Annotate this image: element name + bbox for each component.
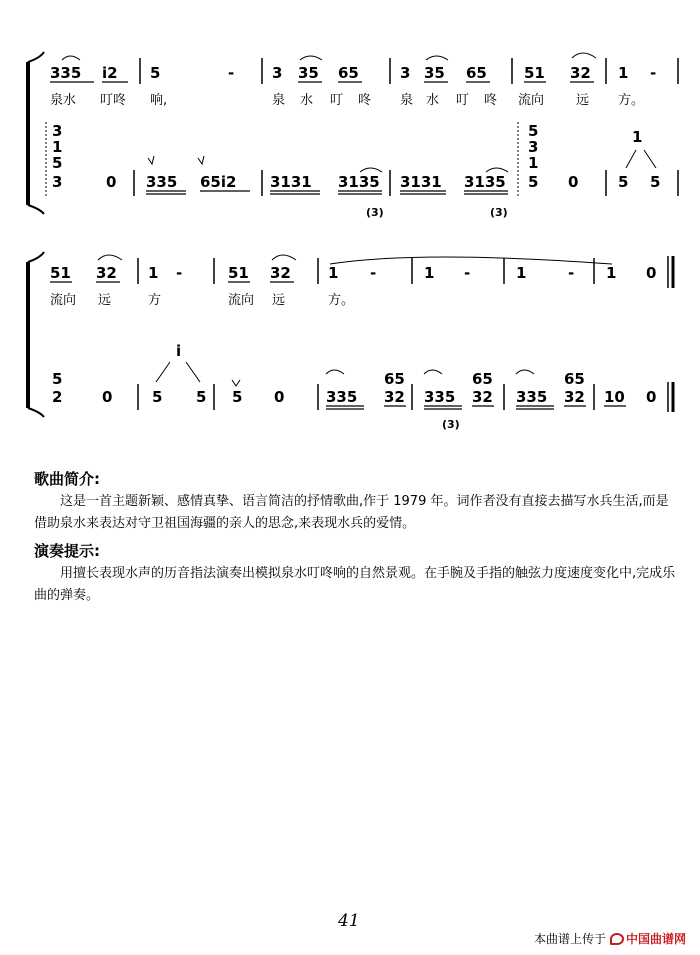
lyric: 咚 bbox=[358, 93, 372, 108]
lyric: 水 bbox=[426, 93, 440, 108]
chord-note: 5 bbox=[52, 370, 63, 388]
note: 32 bbox=[564, 388, 585, 406]
performance-tips-section bbox=[34, 540, 680, 607]
lyric: 叮 bbox=[456, 93, 470, 108]
chord-note: 2 bbox=[52, 388, 63, 406]
note: 335 bbox=[146, 173, 178, 191]
note: 35 bbox=[298, 64, 319, 82]
note: 3 bbox=[272, 64, 283, 82]
logo-icon bbox=[610, 933, 624, 945]
note: 1 bbox=[606, 264, 617, 282]
note: 3 bbox=[400, 64, 411, 82]
note: i2 bbox=[102, 64, 118, 82]
note: i bbox=[176, 342, 182, 360]
note: - bbox=[568, 264, 575, 282]
footer-text: 本曲谱上传于 bbox=[533, 932, 606, 946]
note: 10 bbox=[604, 388, 625, 406]
score-notation bbox=[0, 0, 700, 450]
chord-note: 3 bbox=[52, 173, 63, 191]
note: 3131 bbox=[400, 173, 442, 191]
note: 0 bbox=[106, 173, 117, 191]
triplet-mark: (3) bbox=[490, 206, 508, 219]
note: 3135 bbox=[338, 173, 380, 191]
lyric: 叮咚 bbox=[100, 93, 127, 108]
lyric: 远 bbox=[272, 293, 286, 308]
footer-credit bbox=[534, 930, 686, 947]
note: 65 bbox=[472, 370, 493, 388]
system2-lyrics bbox=[50, 292, 354, 308]
note: 0 bbox=[646, 264, 657, 282]
system1-bracket bbox=[28, 52, 46, 214]
lyric: 方。 bbox=[328, 293, 355, 308]
logo-text: 中国曲谱网 bbox=[625, 932, 686, 946]
note: - bbox=[176, 264, 183, 282]
song-intro-title: 歌曲简介: bbox=[34, 470, 100, 488]
note: - bbox=[370, 264, 377, 282]
note: 1 bbox=[424, 264, 435, 282]
performance-tips-body: 用擅长表现水声的历音指法演奏出模拟泉水叮咚响的自然景观。在手腕及手指的触弦力度速度变化中,完成乐曲的弹奏。 bbox=[34, 566, 676, 603]
note: 335 bbox=[516, 388, 548, 406]
note: 335 bbox=[50, 64, 82, 82]
page-number: 41 bbox=[338, 911, 360, 931]
note: - bbox=[464, 264, 471, 282]
note: 335 bbox=[326, 388, 358, 406]
system2-bracket bbox=[28, 252, 44, 417]
note: 65 bbox=[384, 370, 405, 388]
note: 32 bbox=[270, 264, 291, 282]
lyric: 远 bbox=[576, 93, 590, 108]
performance-tips-title: 演奏提示: bbox=[34, 542, 100, 560]
note: 1 bbox=[516, 264, 527, 282]
note: - bbox=[650, 64, 657, 82]
note: 1 bbox=[618, 64, 629, 82]
note: 5 bbox=[196, 388, 207, 406]
note: - bbox=[228, 64, 235, 82]
note: 3131 bbox=[270, 173, 312, 191]
lyric: 水 bbox=[300, 93, 314, 108]
song-intro-body: 这是一首主题新颖、感情真挚、语言简洁的抒情歌曲,作于 1979 年。词作者没有直接去描写水兵生活,而是借助泉水来表达对守卫祖国海疆的亲人的思念,来表现水兵的爱情。 bbox=[34, 494, 669, 531]
system1-lyrics bbox=[50, 92, 644, 108]
lyric: 方。 bbox=[618, 93, 645, 108]
note: 0 bbox=[646, 388, 657, 406]
note: 0 bbox=[274, 388, 285, 406]
system1-melody bbox=[50, 64, 656, 82]
note: 0 bbox=[568, 173, 579, 191]
chord-note: 5 bbox=[528, 173, 539, 191]
note: 51 bbox=[228, 264, 249, 282]
note: 65i2 bbox=[200, 173, 237, 191]
note: 5 bbox=[152, 388, 163, 406]
note: 1 bbox=[328, 264, 339, 282]
system2-melody bbox=[50, 264, 656, 282]
lyric: 流向 bbox=[50, 293, 77, 308]
triplet-mark: (3) bbox=[442, 418, 460, 431]
note: 32 bbox=[472, 388, 493, 406]
lyric: 叮 bbox=[330, 93, 344, 108]
lyric: 方 bbox=[148, 293, 162, 308]
lyric: 远 bbox=[98, 293, 112, 308]
lyric: 咚 bbox=[484, 93, 498, 108]
lyric: 泉 bbox=[400, 93, 414, 108]
triplet-mark: (3) bbox=[366, 206, 384, 219]
lyric: 流向 bbox=[518, 93, 545, 108]
note: 51 bbox=[524, 64, 545, 82]
system2-melody-marks bbox=[50, 255, 673, 288]
note: 5 bbox=[232, 388, 243, 406]
lyric: 泉 bbox=[272, 93, 286, 108]
lyric: 泉水 bbox=[50, 93, 77, 108]
system2-accomp bbox=[52, 342, 656, 431]
note: 1 bbox=[632, 128, 643, 146]
site-logo[interactable] bbox=[610, 930, 686, 947]
system1-accomp bbox=[52, 122, 660, 219]
note: 5 bbox=[650, 173, 661, 191]
chord-note: 3 bbox=[52, 122, 63, 140]
note: 35 bbox=[424, 64, 445, 82]
chord-note: 3 bbox=[528, 138, 539, 156]
note: 1 bbox=[148, 264, 159, 282]
note: 65 bbox=[564, 370, 585, 388]
song-intro-section bbox=[34, 468, 680, 535]
note: 5 bbox=[150, 64, 161, 82]
chord-note: 1 bbox=[52, 138, 63, 156]
chord-note: 5 bbox=[528, 122, 539, 140]
note: 0 bbox=[102, 388, 113, 406]
note: 51 bbox=[50, 264, 71, 282]
note: 65 bbox=[338, 64, 359, 82]
note: 335 bbox=[424, 388, 456, 406]
lyric: 响, bbox=[150, 93, 168, 108]
note: 65 bbox=[466, 64, 487, 82]
chord-note: 5 bbox=[52, 154, 63, 172]
note: 32 bbox=[384, 388, 405, 406]
lyric: 流向 bbox=[228, 293, 255, 308]
note: 32 bbox=[570, 64, 591, 82]
note: 32 bbox=[96, 264, 117, 282]
chord-note: 1 bbox=[528, 154, 539, 172]
note: 3135 bbox=[464, 173, 506, 191]
system2-accomp-marks bbox=[138, 362, 673, 412]
note: 5 bbox=[618, 173, 629, 191]
